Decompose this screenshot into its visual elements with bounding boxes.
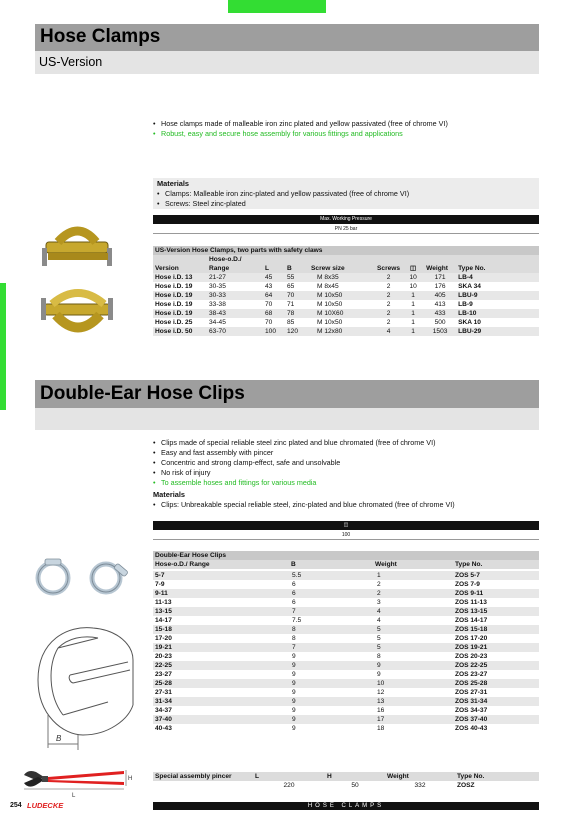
- table-cell: LB-4: [456, 273, 539, 282]
- table-row: [153, 282, 539, 291]
- table-cell: 1: [402, 300, 424, 309]
- materials2-item: • Clips: Unbreakable special reliable steel, zinc-plated and blue chromated (free of chrome VI): [153, 500, 539, 510]
- table-cell: 176: [424, 282, 456, 291]
- column-header: L: [253, 772, 325, 781]
- table-cell: 2: [375, 309, 402, 318]
- table-cell: M 10x50: [309, 318, 375, 327]
- table-cell: 9: [373, 661, 453, 670]
- table-cell: 433: [424, 309, 456, 318]
- table-cell: 4: [373, 616, 453, 625]
- table-title: Double-Ear Hose Clips: [153, 551, 539, 560]
- table-cell: 7.5: [289, 616, 373, 625]
- table-cell: ZOS 15-18: [453, 625, 539, 634]
- column-header: Weight: [373, 560, 453, 569]
- table-cell: LBU-9: [456, 291, 539, 300]
- table-cell: 16: [373, 706, 453, 715]
- table-cell: 22-25: [153, 661, 289, 670]
- table-cell: 17: [373, 715, 453, 724]
- table-cell: 30-33: [207, 291, 263, 300]
- table-cell: Hose i.D. 19: [153, 282, 207, 291]
- table-cell: 5.5: [289, 571, 373, 580]
- table-cell: 15-18: [153, 625, 289, 634]
- table-cell: SKA 10: [456, 318, 539, 327]
- table-cell: 5-7: [153, 571, 289, 580]
- footer-section-bar: HOSE CLAMPS: [153, 802, 539, 810]
- table-cell: 6: [289, 580, 373, 589]
- table-cell: 4: [373, 607, 453, 616]
- page-title: Hose Clamps: [40, 26, 161, 47]
- pincer-tool: [24, 771, 124, 787]
- table-cell: 13: [373, 697, 453, 706]
- column-header: Weight: [385, 772, 455, 781]
- table-cell: M 12x80: [309, 327, 375, 336]
- table-cell: M 10x50: [309, 300, 375, 309]
- table-cell: 23-27: [153, 670, 289, 679]
- table-cell: ZOS 7-9: [453, 580, 539, 589]
- table-cell: 5: [373, 643, 453, 652]
- table-row: [153, 291, 539, 300]
- column-header: Screws: [377, 265, 401, 272]
- hose-clip-image: [28, 555, 138, 600]
- page-number: 254: [10, 802, 22, 809]
- table-cell: 21-27: [207, 273, 263, 282]
- table-cell: 30-35: [207, 282, 263, 291]
- table-cell: 70: [263, 318, 285, 327]
- table-cell: 70: [285, 291, 309, 300]
- column-header: Hose-o.D./ Range: [153, 560, 289, 569]
- table-cell: 6: [289, 598, 373, 607]
- table-header-row: [153, 560, 539, 569]
- table-cell: 37-40: [153, 715, 289, 724]
- table-cell: 33-38: [207, 300, 263, 309]
- table-cell: ZOS 19-21: [453, 643, 539, 652]
- section-subtitle-bar: [35, 408, 539, 430]
- clamp-top: [42, 231, 112, 266]
- materials-item: • Screws: Steel zinc-plated: [157, 199, 535, 209]
- table-cell: Hose i.D. 13: [153, 273, 207, 282]
- pressure-value: PN 25 bar: [334, 226, 358, 232]
- table-cell: 10: [402, 282, 424, 291]
- table-cell: SKA 34: [456, 282, 539, 291]
- pressure-label-bar: [153, 215, 539, 224]
- table-cell: Hose i.D. 19: [153, 291, 207, 300]
- table-cell: 9: [289, 724, 373, 733]
- table-cell: 2: [375, 300, 402, 309]
- table-cell: M 8x35: [309, 273, 375, 282]
- table-cell: 1: [402, 291, 424, 300]
- table-cell: 171: [424, 273, 456, 282]
- table-cell: ZOS 5-7: [453, 571, 539, 580]
- table-cell: ZOS 22-25: [453, 661, 539, 670]
- table-cell: 9: [289, 688, 373, 697]
- column-header: Special assembly pincer: [153, 772, 253, 781]
- column-header: L: [263, 264, 285, 273]
- table-row: [153, 589, 539, 598]
- section-side-marker: [0, 283, 6, 410]
- table-cell: 2: [375, 318, 402, 327]
- table-cell: M 10x50: [309, 291, 375, 300]
- table-row: [153, 661, 539, 670]
- table-cell: 1503: [424, 327, 456, 336]
- table-row: [153, 309, 539, 318]
- table-cell: ZOS 37-40: [453, 715, 539, 724]
- table-cell: 6: [289, 589, 373, 598]
- pack-label-bar: [153, 521, 539, 530]
- table-cell: 7-9: [153, 580, 289, 589]
- pack-value-bar: [153, 530, 539, 540]
- table-cell: 13-15: [153, 607, 289, 616]
- table-cell: 18: [373, 724, 453, 733]
- table-cell: 3: [373, 598, 453, 607]
- table-cell: 1: [402, 309, 424, 318]
- table-cell: 4: [375, 327, 402, 336]
- table-row: [153, 300, 539, 309]
- table-cell: 1: [373, 571, 453, 580]
- table-row: [153, 688, 539, 697]
- clamp-bottom: [41, 293, 113, 328]
- table-cell: 120: [285, 327, 309, 336]
- table-cell: 7: [289, 643, 373, 652]
- table-cell: M 8x45: [309, 282, 375, 291]
- page-subtitle: US-Version: [39, 55, 103, 69]
- column-header: Type No.: [455, 772, 539, 781]
- table-cell: 12: [373, 688, 453, 697]
- dimension-h-label: H: [128, 776, 133, 782]
- pack-value: 100: [341, 532, 351, 538]
- package-icon: ◫: [343, 522, 349, 528]
- table-cell: ZOS 27-31: [453, 688, 539, 697]
- table-row: [153, 724, 539, 733]
- table-cell: LBU-29: [456, 327, 539, 336]
- table-cell: 20-23: [153, 652, 289, 661]
- table-cell: 50: [325, 781, 385, 790]
- table-cell: ZOS 40-43: [453, 724, 539, 733]
- table-cell: 31-34: [153, 697, 289, 706]
- intro2-bullet: • No risk of injury: [153, 468, 435, 478]
- table-header-row: [153, 264, 539, 273]
- section-title: Double-Ear Hose Clips: [40, 383, 245, 404]
- clip-left: [38, 559, 68, 593]
- column-header: Range: [207, 264, 263, 273]
- table-cell: 17-20: [153, 634, 289, 643]
- table-row: [153, 697, 539, 706]
- column-header: Type No.: [453, 560, 539, 569]
- table-cell: 9: [289, 670, 373, 679]
- pincer-table: [153, 772, 539, 790]
- table-cell: 9-11: [153, 589, 289, 598]
- intro2-bullet: • To assemble hoses and fittings for various media: [153, 478, 435, 488]
- table-cell: 9: [373, 670, 453, 679]
- table-cell: 2: [375, 282, 402, 291]
- table-cell: 1: [402, 318, 424, 327]
- table-cell: 7: [289, 607, 373, 616]
- table-cell: 34-45: [207, 318, 263, 327]
- materials2-box: [153, 490, 539, 510]
- table-row: [153, 580, 539, 589]
- table-cell: 70: [263, 300, 285, 309]
- table-header-row: [153, 772, 539, 781]
- table-cell: 5: [373, 634, 453, 643]
- pressure-value-bar: [153, 224, 539, 234]
- table-row: [153, 706, 539, 715]
- materials-list: [157, 189, 535, 208]
- table-cell: ZOS 23-27: [453, 670, 539, 679]
- table-row: [153, 607, 539, 616]
- table-cell: 38-43: [207, 309, 263, 318]
- table-row: [153, 679, 539, 688]
- pincer-image: [20, 765, 138, 799]
- intro2-bullet: • Clips made of special reliable steel zinc plated and blue chromated (free of chrome VI): [153, 438, 435, 448]
- table-cell: 64: [263, 291, 285, 300]
- table-row: [153, 652, 539, 661]
- table-cell: 9: [289, 697, 373, 706]
- table-row: [153, 781, 539, 790]
- clip-technical-drawing: [28, 620, 138, 755]
- table-cell: 40-43: [153, 724, 289, 733]
- page-subtitle-bar: [35, 51, 539, 74]
- table-row: [153, 616, 539, 625]
- hose-clamp-image: [38, 222, 118, 342]
- table-cell: 9: [289, 679, 373, 688]
- table-cell: 405: [424, 291, 456, 300]
- table-cell: 19-21: [153, 643, 289, 652]
- table-cell: Hose i.D. 19: [153, 309, 207, 318]
- table-cell: 2: [373, 589, 453, 598]
- table-cell: 9: [289, 706, 373, 715]
- table-cell: 71: [285, 300, 309, 309]
- table-cell: 9: [289, 715, 373, 724]
- table-cell: Hose i.D. 50: [153, 327, 207, 336]
- hose-clip-rows: [153, 571, 539, 733]
- column-header: H: [325, 772, 385, 781]
- table-cell: ZOS 20-23: [453, 652, 539, 661]
- table-row: [153, 634, 539, 643]
- hose-clamp-table: [153, 246, 539, 336]
- table-row: [153, 715, 539, 724]
- table-cell: ZOS 31-34: [453, 697, 539, 706]
- table-row: [153, 643, 539, 652]
- table-cell: 45: [263, 273, 285, 282]
- table-cell: 11-13: [153, 598, 289, 607]
- column-header: Screw size: [309, 264, 375, 273]
- section-tab: [228, 0, 326, 13]
- table-cell: 10: [373, 679, 453, 688]
- column-header: Type No.: [456, 264, 539, 273]
- table-cell: ZOS 17-20: [453, 634, 539, 643]
- table-row: [153, 625, 539, 634]
- table-cell: Hose i.D. 19: [153, 300, 207, 309]
- column-header: Version: [153, 264, 207, 273]
- materials2-list: [153, 500, 539, 510]
- column-header: B: [285, 264, 309, 273]
- table-cell: 5: [373, 625, 453, 634]
- table-cell: 332: [385, 781, 455, 790]
- dimension-l-label: L: [72, 793, 76, 799]
- package-icon: ◫: [402, 264, 424, 273]
- table-cell: 14-17: [153, 616, 289, 625]
- table-cell: 27-31: [153, 688, 289, 697]
- table-cell: ZOS 25-28: [453, 679, 539, 688]
- intro-list: [153, 119, 448, 139]
- table-cell: 25-28: [153, 679, 289, 688]
- table-cell: ZOS 13-15: [453, 607, 539, 616]
- intro2-bullet: • Easy and fast assembly with pincer: [153, 448, 435, 458]
- materials-title: Materials: [157, 179, 190, 188]
- table-cell: 34-37: [153, 706, 289, 715]
- table-cell: 63-70: [207, 327, 263, 336]
- table-row: [153, 571, 539, 580]
- drawing-lines: [38, 628, 133, 750]
- dimension-b-label: B: [56, 734, 62, 743]
- table-cell: LB-9: [456, 300, 539, 309]
- materials-item: • Clamps: Malleable iron zinc-plated and yellow passivated (free of chrome VI): [157, 189, 535, 199]
- table-row: [153, 598, 539, 607]
- table-cell: 78: [285, 309, 309, 318]
- table-cell: 500: [424, 318, 456, 327]
- table-cell: 8: [373, 652, 453, 661]
- table-cell: ZOSZ: [455, 781, 539, 790]
- table-cell: 2: [375, 291, 402, 300]
- intro2-list: [153, 438, 435, 488]
- materials-box: [153, 178, 539, 209]
- table-cell: ZOS 9-11: [453, 589, 539, 598]
- table-cell: Hose i.D. 25: [153, 318, 207, 327]
- table-cell: 43: [263, 282, 285, 291]
- section-title-bar: [35, 380, 539, 408]
- table-row: [153, 273, 539, 282]
- intro-bullet: • Hose clamps made of malleable iron zinc plated and yellow passivated (free of chrome VI): [153, 119, 448, 129]
- table-cell: 220: [253, 781, 325, 790]
- table-cell: 100: [263, 327, 285, 336]
- page-title-bar: [35, 24, 539, 51]
- table-cell: 68: [263, 309, 285, 318]
- column-group-header: Hose-o.D./: [207, 255, 539, 264]
- table-cell: 8: [289, 625, 373, 634]
- materials2-title: Materials: [153, 490, 186, 499]
- intro2-bullet: • Concentric and strong clamp-effect, safe and unsolvable: [153, 458, 435, 468]
- table-cell: [153, 781, 253, 790]
- hose-clip-table: [153, 551, 539, 569]
- table-cell: 413: [424, 300, 456, 309]
- table-cell: 8: [289, 634, 373, 643]
- column-header: B: [289, 560, 373, 569]
- pressure-label: Max. Working Pressure: [320, 216, 372, 222]
- table-cell: M 10X60: [309, 309, 375, 318]
- brand-logo: LUDECKE: [27, 801, 64, 810]
- table-row: [153, 327, 539, 336]
- table-cell: ZOS 11-13: [453, 598, 539, 607]
- table-cell: 2: [373, 580, 453, 589]
- table-cell: 55: [285, 273, 309, 282]
- table-cell: ZOS 34-37: [453, 706, 539, 715]
- clip-right: [92, 563, 128, 592]
- table-cell: 10: [402, 273, 424, 282]
- column-header: Weight: [424, 264, 456, 273]
- table-cell: 9: [289, 652, 373, 661]
- table-cell: 65: [285, 282, 309, 291]
- table-title: US-Version Hose Clamps, two parts with safety claws: [153, 246, 539, 255]
- table-cell: 2: [375, 273, 402, 282]
- table-cell: 85: [285, 318, 309, 327]
- table-cell: ZOS 14-17: [453, 616, 539, 625]
- table-row: [153, 670, 539, 679]
- table-cell: 9: [289, 661, 373, 670]
- intro-bullet: • Robust, easy and secure hose assembly for various fittings and applications: [153, 129, 448, 139]
- table-cell: LB-10: [456, 309, 539, 318]
- table-cell: 1: [402, 327, 424, 336]
- table-row: [153, 318, 539, 327]
